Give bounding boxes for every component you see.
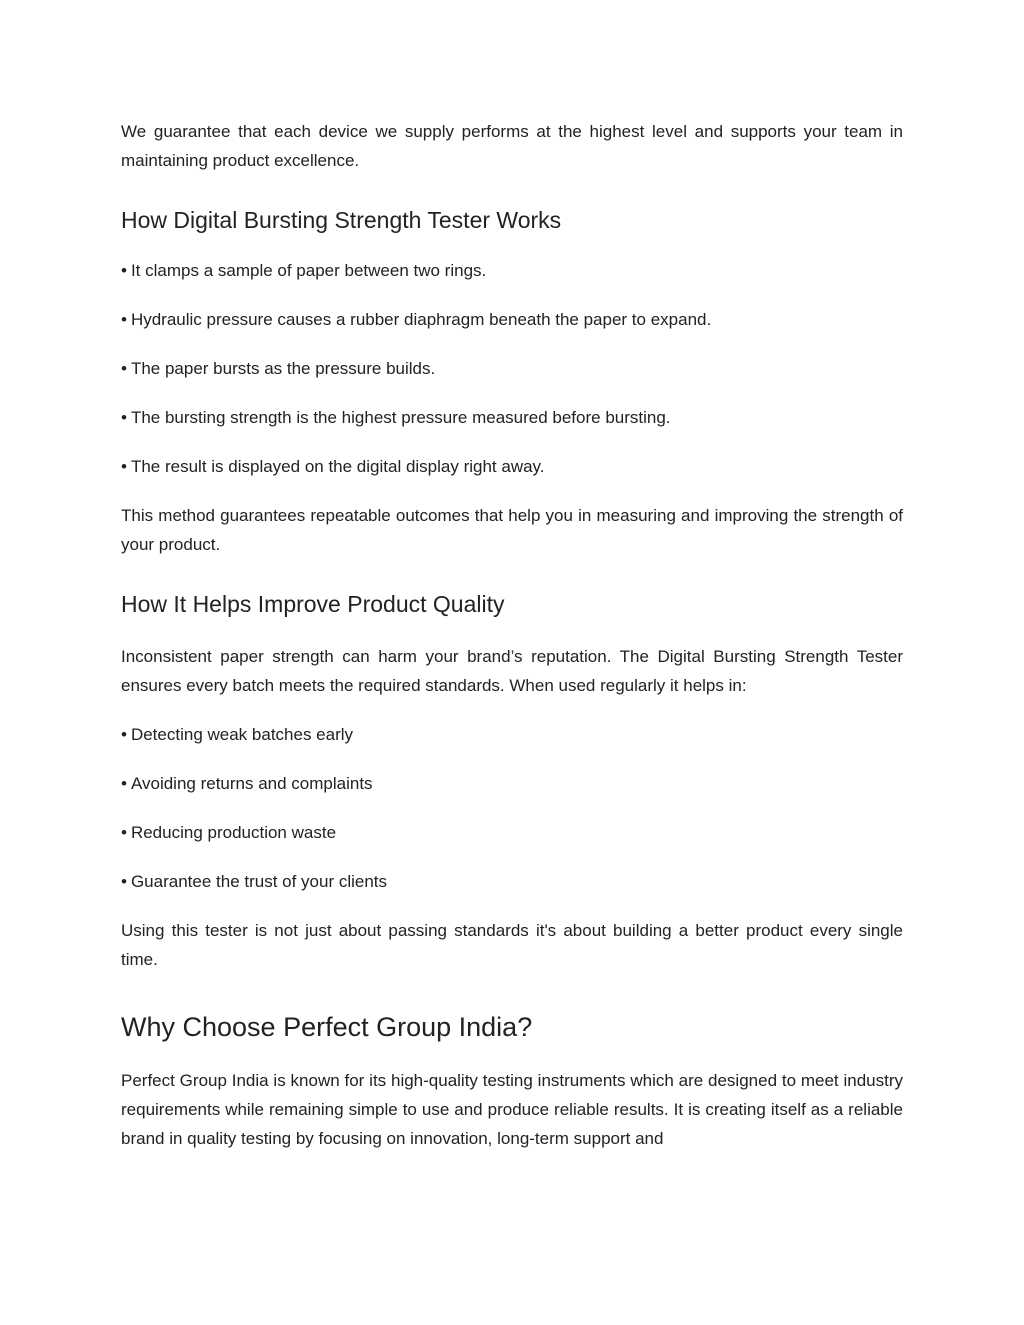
bullet-icon: • <box>121 261 127 280</box>
list-item <box>121 452 903 481</box>
list-item <box>121 403 903 432</box>
heading-how-it-works: How Digital Bursting Strength Tester Works <box>121 207 562 233</box>
list-item <box>121 769 903 798</box>
method-paragraph: This method guarantees repeatable outcomes that help you in measuring and improving the strength of your product. <box>121 506 903 554</box>
list-item-text: Guarantee the trust of your clients <box>130 872 388 891</box>
list-item <box>121 867 903 896</box>
list-item-text: The paper bursts as the pressure builds. <box>130 359 436 378</box>
list-item-text: Detecting weak batches early <box>130 725 354 744</box>
bullet-icon: • <box>121 872 127 891</box>
intro-paragraph: We guarantee that each device we supply performs at the highest level and supports your team in maintaining product excellence. <box>121 122 903 170</box>
heading-quality: How It Helps Improve Product Quality <box>121 591 505 617</box>
bullet-icon: • <box>121 823 127 842</box>
list-item <box>121 818 903 847</box>
tester-closing-paragraph: Using this tester is not just about passing standards it's about building a better product every single time. <box>121 921 903 969</box>
why-choose-paragraph: Perfect Group India is known for its high-quality testing instruments which are designed to meet industry requirements while remaining simple to use and produce reliable results. It is creating itself as a reliable brand in quality testing by focusing on innovation, long-term support and <box>121 1071 903 1148</box>
bullet-icon: • <box>121 457 127 476</box>
list-item-text: Reducing production waste <box>130 823 337 842</box>
bullet-icon: • <box>121 359 127 378</box>
bullet-icon: • <box>121 774 127 793</box>
bullet-icon: • <box>121 310 127 329</box>
list-item-text: It clamps a sample of paper between two rings. <box>130 261 487 280</box>
list-item <box>121 720 903 749</box>
bullet-icon: • <box>121 725 127 744</box>
quality-intro-paragraph: Inconsistent paper strength can harm your brand’s reputation. The Digital Bursting Strength Tester ensures every batch meets the required standards. When used regularly it helps in: <box>121 647 903 695</box>
heading-why-choose: Why Choose Perfect Group India? <box>121 1012 533 1042</box>
list-item-text: Hydraulic pressure causes a rubber diaphragm beneath the paper to expand. <box>130 310 712 329</box>
list-item-text: The result is displayed on the digital display right away. <box>130 457 545 476</box>
list-item-text: Avoiding returns and complaints <box>130 774 373 793</box>
bullet-icon: • <box>121 408 127 427</box>
list-item <box>121 354 903 383</box>
list-item <box>121 305 903 334</box>
document-content <box>121 117 903 1153</box>
list-item <box>121 256 903 285</box>
list-item-text: The bursting strength is the highest pressure measured before bursting. <box>130 408 671 427</box>
